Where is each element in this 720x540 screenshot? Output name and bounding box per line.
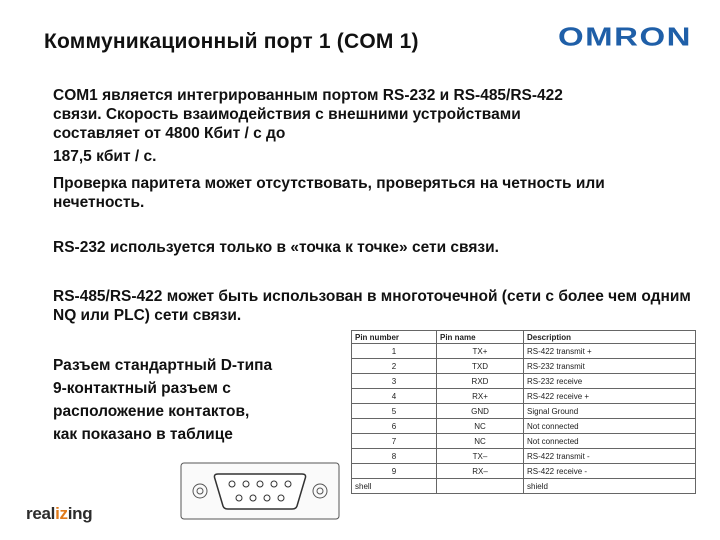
- table-row: [352, 434, 696, 449]
- realizing-logo-main: real: [26, 504, 56, 523]
- pin-number: 4: [352, 389, 437, 404]
- pin-name: RXD: [437, 374, 524, 389]
- pin-description: RS-422 transmit -: [524, 449, 696, 464]
- table-row: [352, 389, 696, 404]
- pin-description: Not connected: [524, 434, 696, 449]
- com1-description-line: связи. Скорость взаимодействия с внешними устройствами: [53, 106, 521, 123]
- pin-number: 3: [352, 374, 437, 389]
- com1-description-line: 187,5 кбит / с.: [53, 148, 157, 165]
- pin-description: RS-232 transmit: [524, 359, 696, 374]
- connector-description-line: Разъем стандартный D-типа: [53, 357, 273, 374]
- connector-description: [53, 354, 272, 446]
- pin-name: NC: [437, 434, 524, 449]
- pin-number: 9: [352, 464, 437, 479]
- com1-description-line: COM1 является интегрированным портом RS-232 и RS-485/RS-422: [53, 87, 563, 104]
- pin-number: 6: [352, 419, 437, 434]
- connector-description-line: как показано в таблице: [53, 426, 233, 443]
- pin-number: 8: [352, 449, 437, 464]
- com1-description: [53, 86, 673, 166]
- table-row: [352, 404, 696, 419]
- pin-description: RS-422 receive +: [524, 389, 696, 404]
- pin-name: [437, 479, 524, 494]
- rs232-paragraph: RS-232 используется только в «точка к точке» сети связи.: [53, 239, 499, 256]
- realizing-logo-end: ing: [67, 504, 93, 523]
- pin-name: TXD: [437, 359, 524, 374]
- table-row: [352, 344, 696, 359]
- parity-paragraph: Проверка паритета может отсутствовать, проверяться на четность или нечетность.: [53, 175, 605, 211]
- pin-number: shell: [352, 479, 437, 494]
- pin-number: 5: [352, 404, 437, 419]
- table-row: [352, 449, 696, 464]
- realizing-logo: [26, 504, 92, 524]
- omron-logo: OMRON: [558, 22, 692, 51]
- table-row: [352, 419, 696, 434]
- pin-table-header: Pin name: [437, 331, 524, 344]
- pin-name: NC: [437, 419, 524, 434]
- pin-number: 7: [352, 434, 437, 449]
- com1-description-line: составляет от 4800 Кбит / с до: [53, 125, 286, 142]
- table-row: [352, 464, 696, 479]
- pin-description: Not connected: [524, 419, 696, 434]
- table-row: [352, 479, 696, 494]
- table-row: [352, 359, 696, 374]
- connector-description-line: 9-контактный разъем с: [53, 380, 231, 397]
- pin-description: RS-422 transmit +: [524, 344, 696, 359]
- pin-number: 1: [352, 344, 437, 359]
- pin-name: TX–: [437, 449, 524, 464]
- connector-description-line: расположение контактов,: [53, 403, 250, 420]
- db9-connector-icon: [180, 462, 340, 520]
- pin-table: [351, 330, 696, 494]
- pin-table-header: Description: [524, 331, 696, 344]
- pin-name: RX+: [437, 389, 524, 404]
- pin-table-header-row: [352, 331, 696, 344]
- table-row: [352, 374, 696, 389]
- pin-table-header: Pin number: [352, 331, 437, 344]
- rs485-paragraph: RS-485/RS-422 может быть использован в многоточечной (сети с более чем одним NQ или PLC) сети связи.: [53, 288, 691, 324]
- page-title: Коммуникационный порт 1 (COM 1): [44, 30, 419, 53]
- pin-name: GND: [437, 404, 524, 419]
- pin-description: Signal Ground: [524, 404, 696, 419]
- pin-name: TX+: [437, 344, 524, 359]
- pin-description: RS-232 receive: [524, 374, 696, 389]
- pin-name: RX–: [437, 464, 524, 479]
- pin-description: RS-422 receive -: [524, 464, 696, 479]
- realizing-logo-accent: iz: [55, 504, 68, 523]
- pin-number: 2: [352, 359, 437, 374]
- pin-description: shield: [524, 479, 696, 494]
